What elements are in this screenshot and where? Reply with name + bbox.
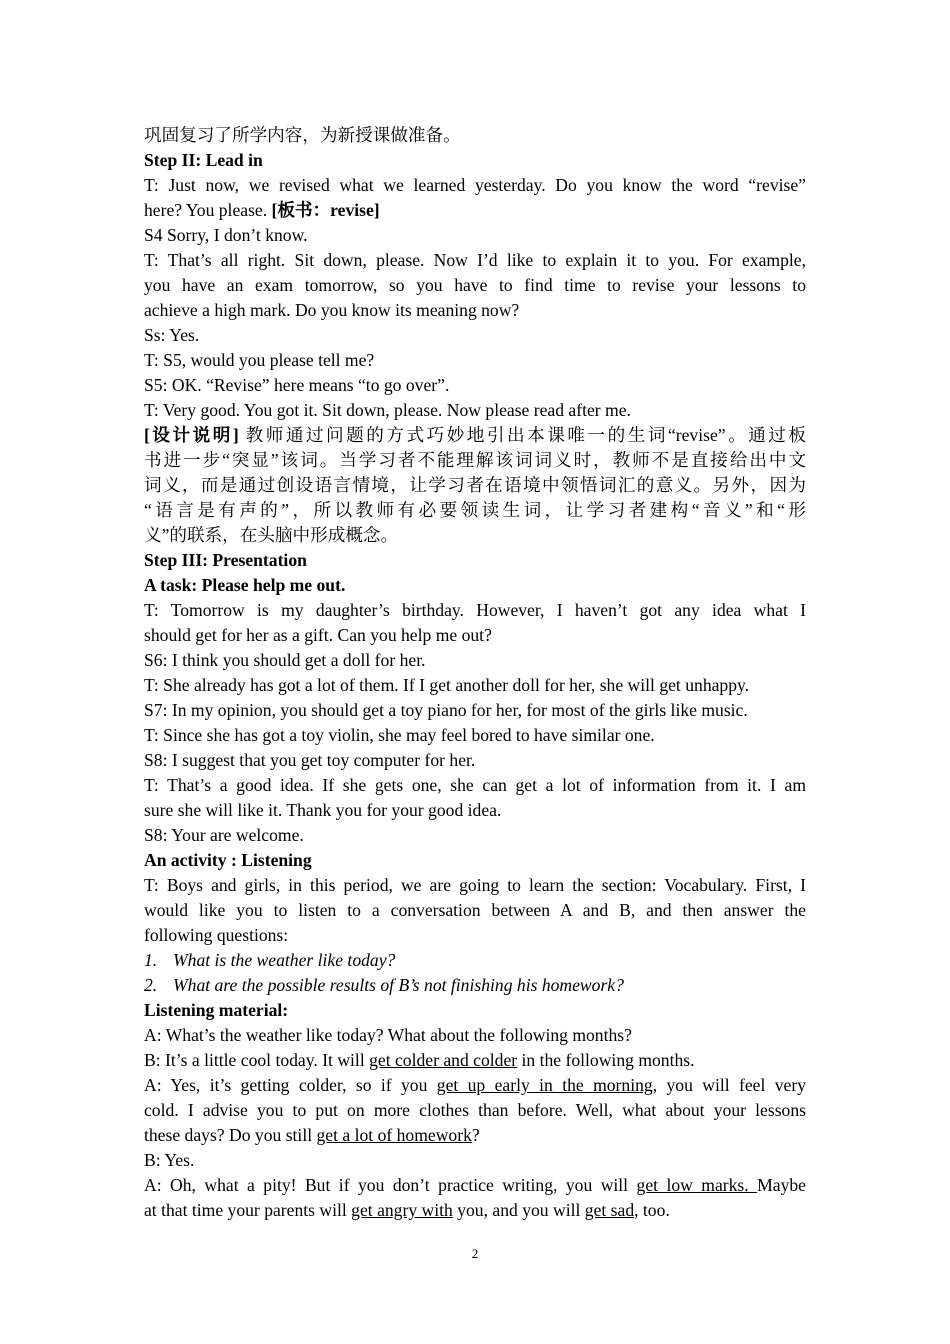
text-line: T: Tomorrow is my daughter’s birthday. However, I haven’t got any idea what I: [144, 600, 806, 620]
dialogue-line: these days? Do you still get a lot of homework?: [144, 1125, 480, 1145]
question-number: 1.: [144, 950, 158, 970]
subsection-heading: A task: Please help me out.: [144, 575, 346, 595]
underlined-phrase: get sad: [584, 1200, 635, 1220]
page-body: [144, 123, 806, 1223]
subsection-heading: An activity : Listening: [144, 850, 312, 870]
text-line: Ss: Yes.: [144, 325, 200, 345]
text-line: would like you to listen to a conversation between A and B, and then answer the: [144, 900, 806, 920]
page-number: 2: [471, 1246, 479, 1261]
dialogue-line: B: Yes.: [144, 1150, 195, 1170]
text-line: S5: OK. “Revise” here means “to go over”.: [144, 375, 450, 395]
text-line: you have an exam tomorrow, so you have to find time to revise your lessons to: [144, 275, 806, 295]
dialogue-line: at that time your parents will get angry with you, and you will get sad, too.: [144, 1200, 670, 1220]
text-line: here? You please. [板书：revise]: [144, 200, 380, 220]
text-line: T: Boys and girls, in this period, we are going to learn the section: Vocabulary. First, I: [144, 875, 806, 895]
design-note-line: 词义，而是通过创设语言情境，让学习者在语境中领悟词汇的意义。另外，因为: [144, 475, 806, 495]
board-note: [板书：revise]: [271, 200, 380, 220]
dialogue-line: A: Yes, it’s getting colder, so if you get up early in the morning, you will feel very: [144, 1075, 806, 1095]
dialogue-line: A: Oh, what a pity! But if you don’t practice writing, you will get low marks. Maybe: [144, 1175, 806, 1195]
text-line: T: She already has got a lot of them. If I get another doll for her, she will get unhappy.: [144, 675, 750, 695]
design-note-line: “语言是有声的”，所以教师有必要领读生词，让学习者建构“音义”和“形: [144, 500, 806, 520]
underlined-phrase: get angry with: [351, 1200, 453, 1220]
design-note-line: [设计说明] 教师通过问题的方式巧妙地引出本课唯一的生词“revise”。通过板: [144, 425, 807, 445]
question-item: 2. What are the possible results of B’s not finishing his homework?: [144, 973, 806, 998]
text-line: T: That’s a good idea. If she gets one, she can get a lot of information from it. I am: [144, 775, 806, 795]
underlined-phrase: get a lot of homework: [316, 1125, 472, 1145]
text-line: S4 Sorry, I don’t know.: [144, 225, 308, 245]
section-heading: Step II: Lead in: [144, 150, 263, 170]
text-line: T: S5, would you please tell me?: [144, 350, 375, 370]
text-line: S8: Your are welcome.: [144, 825, 304, 845]
text-line: S7: In my opinion, you should get a toy piano for her, for most of the girls like music.: [144, 700, 748, 720]
text-line: S6: I think you should get a doll for her.: [144, 650, 426, 670]
text-line: achieve a high mark. Do you know its meaning now?: [144, 300, 520, 320]
dialogue-line: B: It’s a little cool today. It will get colder and colder in the following months.: [144, 1050, 695, 1070]
question-number: 2.: [144, 975, 158, 995]
text-line: T: Since she has got a toy violin, she may feel bored to have similar one.: [144, 725, 655, 745]
underlined-phrase: get colder and colder: [369, 1050, 518, 1070]
subsection-heading: Listening material:: [144, 1000, 289, 1020]
text-line: sure she will like it. Thank you for your good idea.: [144, 800, 502, 820]
dialogue-line: A: What’s the weather like today? What about the following months?: [144, 1025, 632, 1045]
dialogue-line: cold. I advise you to put on more clothes than before. Well, what about your lessons: [144, 1100, 806, 1120]
underlined-phrase: get low marks.: [636, 1175, 758, 1195]
text-line: T: That’s all right. Sit down, please. Now I’d like to explain it to you. For example,: [144, 250, 806, 270]
text-line: T: Just now, we revised what we learned yesterday. Do you know the word “revise”: [144, 175, 806, 195]
text-line: should get for her as a gift. Can you help me out?: [144, 625, 492, 645]
text-line: 巩固复习了所学内容，为新授课做准备。: [144, 125, 461, 145]
text-line: S8: I suggest that you get toy computer for her.: [144, 750, 476, 770]
underlined-phrase: get up early in the morning: [436, 1075, 653, 1095]
question-item: 1. What is the weather like today?: [144, 948, 806, 973]
design-note-line: 书进一步“突显”该词。当学习者不能理解该词词义时，教师不是直接给出中文: [144, 450, 806, 470]
design-note-label: [设计说明]: [144, 425, 239, 445]
text-line: following questions:: [144, 925, 289, 945]
design-note-line: 义”的联系，在头脑中形成概念。: [144, 525, 399, 545]
section-heading: Step III: Presentation: [144, 550, 307, 570]
text-line: T: Very good. You got it. Sit down, please. Now please read after me.: [144, 400, 631, 420]
